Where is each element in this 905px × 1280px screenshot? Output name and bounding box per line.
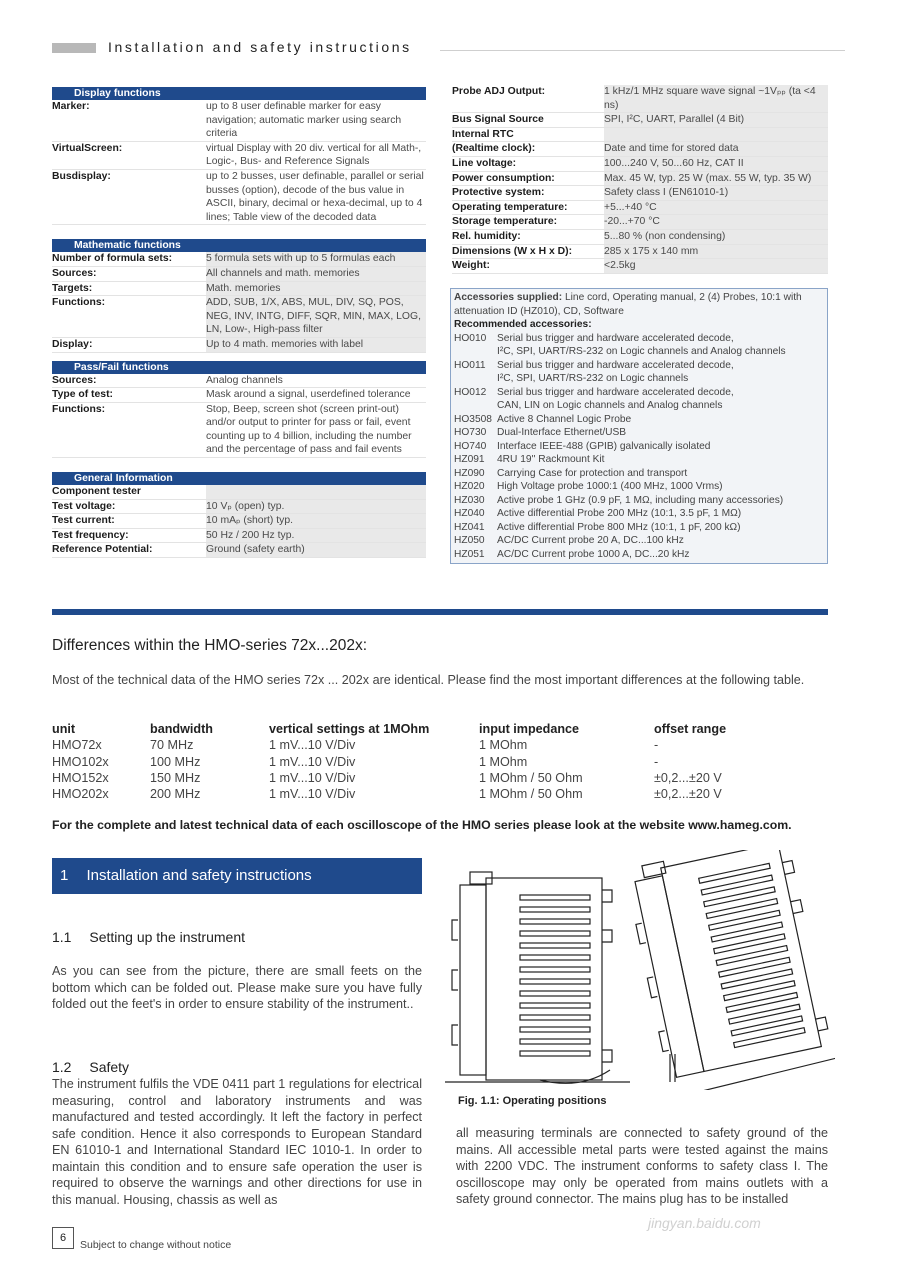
table-row <box>52 753 752 769</box>
accessory-description: High Voltage probe 1000:1 (400 MHz, 1000 Vrms) <box>497 481 723 492</box>
accessory-item <box>454 440 824 454</box>
section-divider <box>52 609 828 615</box>
spec-row <box>452 201 828 216</box>
spec-value: 10 Vₚ (open) typ. <box>206 500 426 514</box>
operating-positions-illustration <box>440 850 835 1090</box>
accessory-code: HZ041 <box>454 521 485 533</box>
section-number: 1.1 <box>52 929 72 945</box>
vent-slat <box>714 934 785 954</box>
accessory-code: HZ091 <box>454 454 485 465</box>
passfail-functions-section <box>52 361 426 459</box>
general-info-rows <box>52 485 426 558</box>
spec-value: Max. 45 W, typ. 25 W (max. 55 W, typ. 35 W) <box>604 172 828 186</box>
section-heading: General Information <box>52 472 426 485</box>
accessory-description-continued: I²C, SPI, UART/RS-232 on Logic channels and Analog channels <box>497 346 786 357</box>
spec-value: virtual Display with 20 div. vertical for all Math-, Logic-, Bus- and Reference Signals <box>206 142 422 168</box>
general-info-section <box>52 472 426 558</box>
spec-key: Probe ADJ Output: <box>452 86 546 97</box>
spec-value: 285 x 175 x 140 mm <box>604 245 828 259</box>
oscilloscope-tilted-drawing <box>613 850 835 1090</box>
spec-key: Weight: <box>452 260 490 272</box>
spec-value: All channels and math. memories <box>206 267 426 281</box>
vent-slat <box>520 931 590 936</box>
spec-key: Component tester <box>52 486 141 498</box>
vent-slat <box>520 943 590 948</box>
accessory-item <box>454 494 824 508</box>
spec-key: Protective system: <box>452 187 545 199</box>
accessory-item <box>454 521 824 535</box>
table-cell: 1 mV...10 V/Div <box>269 738 356 753</box>
vent-slat <box>520 991 590 996</box>
vent-slat <box>721 969 792 989</box>
spec-row <box>52 267 426 282</box>
table-cell: HMO102x <box>52 754 109 769</box>
supplied-label: Accessories supplied: <box>454 292 563 303</box>
footer-text: Subject to change without notice <box>80 1239 232 1251</box>
spec-key: Targets: <box>52 282 93 294</box>
accessory-description: Active 8 Channel Logic Probe <box>497 413 632 425</box>
table-cell: 1 mV...10 V/Div <box>269 754 356 769</box>
spec-row <box>452 259 828 274</box>
vent-slat <box>520 907 590 912</box>
accessory-code: HZ090 <box>454 467 485 479</box>
table-header-row <box>52 720 752 737</box>
spec-key: Storage temperature: <box>452 216 558 228</box>
column-header: bandwidth <box>150 721 213 736</box>
spec-row <box>452 157 828 172</box>
math-functions-section <box>52 239 426 352</box>
vent-slat <box>699 863 770 883</box>
accessory-description-continued: CAN, LIN on Logic channels and Analog channels <box>497 400 723 411</box>
accessory-code: HZ050 <box>454 535 485 546</box>
spec-value: <2.5kg <box>604 259 828 273</box>
spec-key: Bus Signal Source <box>452 114 544 126</box>
spec-value: Up to 4 math. memories with label <box>206 338 426 352</box>
accessory-code: HO012 <box>454 386 487 398</box>
accessory-item <box>454 467 824 481</box>
vent-slat <box>716 946 787 966</box>
spec-value: Analog channels <box>206 374 283 386</box>
vent-slat <box>709 910 780 930</box>
header-bar <box>52 43 96 53</box>
accessory-description: AC/DC Current probe 20 A, DC...100 kHz <box>497 535 684 546</box>
display-functions-rows <box>52 100 426 225</box>
display-functions-section <box>52 87 426 225</box>
watermark: jingyan.baidu.com <box>648 1215 761 1231</box>
website-note: For the complete and latest technical data of each oscilloscope of the HMO series please look at the website www.hameg.com. <box>52 818 792 832</box>
accessories-box <box>450 288 828 564</box>
vent-slat <box>701 875 772 895</box>
table-cell: 200 MHz <box>150 787 201 802</box>
vent-slat <box>520 979 590 984</box>
table-cell: 150 MHz <box>150 770 201 785</box>
vent-slat <box>726 992 797 1012</box>
spec-value: ADD, SUB, 1/X, ABS, MUL, DIV, SQ, POS, NEG, INV, INTG, DIFF, SQR, MIN, MAX, LOG, LN, Low-, High-pass filter <box>206 296 426 337</box>
spec-key: (Realtime clock): <box>452 143 536 155</box>
spec-value: 100...240 V, 50...60 Hz, CAT II <box>604 157 828 171</box>
vent-slat <box>704 887 775 907</box>
accessory-code: HZ020 <box>454 481 485 492</box>
accessory-description: Active differential Probe 200 MHz (10:1, 3.5 pF, 1 MΩ) <box>497 508 742 519</box>
spec-row <box>452 172 828 187</box>
spec-key: VirtualScreen: <box>52 142 123 154</box>
spec-value: Safety class I (EN61010-1) <box>604 186 828 200</box>
vent-slat <box>520 895 590 900</box>
spec-key: Sources: <box>52 374 97 386</box>
accessory-item <box>454 480 824 494</box>
spec-row <box>52 514 426 529</box>
column-header: offset range <box>654 721 727 736</box>
spec-row <box>52 170 426 225</box>
column-header: input impedance <box>479 721 580 736</box>
spec-key: Dimensions (W x H x D): <box>452 245 573 257</box>
section-1-2-text-continued: all measuring terminals are connected to safety ground of the mains. All accessible metal parts were tested against the mains with 2200 VDC. The instrument conforms to safety class I. The oscilloscope may only be operated from mains outlets with a safety ground connector. The mains plug has to be installed <box>456 1126 828 1206</box>
spec-value: 10 mAₚ (short) typ. <box>206 514 426 528</box>
spec-row <box>52 529 426 544</box>
accessory-code: HO3508 <box>454 413 492 425</box>
vent-slat <box>731 1016 802 1036</box>
accessory-item <box>454 534 824 548</box>
table-cell: 1 mV...10 V/Div <box>269 770 356 785</box>
vent-slat <box>719 957 790 977</box>
spec-key: Test frequency: <box>52 529 129 541</box>
accessory-item <box>454 359 824 373</box>
spec-value: +5...+40 °C <box>604 201 828 215</box>
spec-row <box>52 403 426 458</box>
header-rule <box>440 50 845 51</box>
supplied-text: Line cord, Operating manual, 2 (4) Probes, 10:1 with attenuation ID (HZ010), CD, Software <box>454 292 802 317</box>
spec-row <box>452 186 828 201</box>
spec-key: Functions: <box>52 297 106 309</box>
spec-row <box>452 85 828 113</box>
table-cell: 1 mV...10 V/Div <box>269 787 356 802</box>
vent-slat <box>729 1004 800 1024</box>
spec-row <box>52 500 426 515</box>
table-cell: ±0,2...±20 V <box>654 770 722 785</box>
accessory-description: 4RU 19'' Rackmount Kit <box>497 454 605 465</box>
section-heading: Display functions <box>52 87 426 100</box>
page-number: 6 <box>52 1227 74 1249</box>
accessory-description: Interface IEEE-488 (GPIB) galvanically isolated <box>497 440 711 452</box>
spec-row <box>452 245 828 260</box>
accessory-item <box>454 507 824 521</box>
spec-value <box>206 485 426 499</box>
spec-key: Type of test: <box>52 389 113 401</box>
vent-slat <box>520 1051 590 1056</box>
table-cell: 1 MOhm <box>479 754 528 769</box>
section-1-1-text: As you can see from the picture, there are small feets on the bottom which can be folded out. Please make sure you have fully folded out the feet's in order to ensure stability of the instrument.. <box>52 964 422 1011</box>
accessory-code: HZ051 <box>454 548 485 560</box>
spec-row <box>52 282 426 297</box>
spec-key: Rel. humidity: <box>452 230 521 242</box>
accessory-code: HO740 <box>454 440 487 452</box>
section-heading: Mathematic functions <box>52 239 426 252</box>
spec-left-column <box>52 87 426 558</box>
column-header: unit <box>52 721 76 736</box>
spec-row <box>52 388 426 403</box>
table-cell: 1 MOhm <box>479 738 528 753</box>
accessory-item <box>454 453 824 467</box>
table-cell: - <box>654 754 659 769</box>
table-row <box>52 786 752 802</box>
spec-row <box>52 374 426 389</box>
vent-slat <box>520 967 590 972</box>
math-functions-rows <box>52 252 426 352</box>
spec-key: Marker: <box>52 101 90 112</box>
section-1-1-heading <box>52 929 245 945</box>
accessories-list <box>454 332 824 562</box>
spec-key: Power consumption: <box>452 172 555 184</box>
accessory-item <box>454 426 824 440</box>
spec-key: Internal RTC <box>452 128 514 140</box>
table-row <box>52 770 752 786</box>
accessory-description: Serial bus trigger and hardware accelerated decode, <box>497 359 734 371</box>
table-cell: 1 MOhm / 50 Ohm <box>479 787 583 802</box>
spec-key: Busdisplay: <box>52 170 111 182</box>
spec-value: Math. memories <box>206 282 426 296</box>
accessory-code: HO730 <box>454 427 487 438</box>
vent-slat <box>520 1015 590 1020</box>
spec-row <box>52 543 426 558</box>
spec-row <box>452 215 828 230</box>
section-number: 1.2 <box>52 1059 72 1075</box>
accessory-description: Active differential Probe 800 MHz (10:1, 1 pF, 200 kΩ) <box>497 521 741 533</box>
vent-slat <box>706 899 777 919</box>
spec-value: 5...80 % (non condensing) <box>604 230 828 244</box>
accessory-item <box>454 386 824 400</box>
differences-table <box>52 720 752 803</box>
spec-value: -20...+70 °C <box>604 215 828 229</box>
spec-value: up to 8 user definable marker for easy navigation; automatic marker using search criteria <box>206 101 402 140</box>
accessory-item <box>454 332 824 346</box>
section-heading: Pass/Fail functions <box>52 361 426 374</box>
spec-key: Number of formula sets: <box>52 253 173 265</box>
page-header-title: Installation and safety instructions <box>108 39 412 55</box>
vent-slat <box>520 919 590 924</box>
spec-value <box>604 128 828 142</box>
accessory-description: Dual-Interface Ethernet/USB <box>497 427 627 438</box>
spec-value: 1 kHz/1 MHz square wave signal ~1Vₚₚ (ta <4 ns) <box>604 85 828 112</box>
spec-key: Operating temperature: <box>452 201 568 213</box>
right-spec-rows <box>452 85 828 274</box>
recommended-label: Recommended accessories: <box>454 319 592 330</box>
accessory-description: Serial bus trigger and hardware accelerated decode, <box>497 386 734 398</box>
spec-row <box>452 128 828 143</box>
spec-row <box>52 485 426 500</box>
table-cell: HMO152x <box>52 770 109 785</box>
spec-row <box>452 113 828 128</box>
spec-row <box>452 142 828 157</box>
figure-caption: Fig. 1.1: Operating positions <box>458 1095 607 1107</box>
table-cell: HMO202x <box>52 787 109 802</box>
chapter-number: 1 <box>60 867 69 884</box>
spec-value: Mask around a signal, userdefined tolerance <box>206 389 411 401</box>
table-cell: HMO72x <box>52 738 102 753</box>
spec-key: Display: <box>52 338 93 350</box>
accessory-description: Active probe 1 GHz (0.9 pF, 1 MΩ, including many accessories) <box>497 494 784 506</box>
table-cell: 100 MHz <box>150 754 201 769</box>
section-title: Safety <box>89 1059 130 1075</box>
section-title: Setting up the instrument <box>89 929 246 945</box>
table-cell: - <box>654 738 659 753</box>
accessory-item <box>454 413 824 427</box>
column-header: vertical settings at 1MOhm <box>269 721 430 736</box>
spec-row <box>452 230 828 245</box>
differences-intro: Most of the technical data of the HMO series 72x ... 202x are identical. Please find the most important differences at the following table. <box>52 673 805 687</box>
passfail-functions-rows <box>52 374 426 459</box>
accessory-item <box>454 548 824 562</box>
spec-row <box>52 338 426 353</box>
chapter-heading <box>52 858 422 894</box>
table-cell: 70 MHz <box>150 738 194 753</box>
spec-key: Sources: <box>52 267 97 279</box>
table-body <box>52 737 752 803</box>
vent-slat <box>734 1028 805 1048</box>
spec-value: 50 Hz / 200 Hz typ. <box>206 529 426 543</box>
table-row <box>52 737 752 753</box>
accessory-description: Serial bus trigger and hardware accelerated decode, <box>497 332 734 344</box>
accessory-code: HO011 <box>454 359 486 371</box>
chapter-title: Installation and safety instructions <box>86 867 312 884</box>
accessory-code: HO010 <box>454 332 487 344</box>
vent-slat <box>520 1027 590 1032</box>
accessory-code: HZ030 <box>454 494 485 506</box>
differences-title: Differences within the HMO-series 72x...202x: <box>52 637 368 654</box>
spec-value: Stop, Beep, screen shot (screen print-out) and/or output to printer for pass or fail, event counting up to 4 billion, including the number and the percentage of pass and fail events <box>206 403 412 456</box>
spec-row <box>52 252 426 267</box>
oscilloscope-upright-drawing <box>445 872 630 1083</box>
accessories-supplied <box>454 291 824 318</box>
spec-value: SPI, I²C, UART, Parallel (4 Bit) <box>604 113 828 127</box>
vent-slat <box>711 922 782 942</box>
spec-row <box>52 296 426 338</box>
vent-slat <box>724 981 795 1001</box>
accessory-description: AC/DC Current probe 1000 A, DC...20 kHz <box>497 548 690 560</box>
vent-slat <box>520 1003 590 1008</box>
spec-key: Functions: <box>52 403 106 415</box>
spec-row <box>52 142 426 170</box>
spec-value: 5 formula sets with up to 5 formulas each <box>206 252 426 266</box>
vent-slat <box>520 1039 590 1044</box>
spec-key: Test current: <box>52 515 115 527</box>
vent-slat <box>520 955 590 960</box>
spec-value: Ground (safety earth) <box>206 543 426 557</box>
spec-key: Test voltage: <box>52 500 116 512</box>
spec-key: Line voltage: <box>452 157 517 169</box>
spec-key: Reference Potential: <box>52 544 153 556</box>
section-1-2-heading <box>52 1059 129 1075</box>
accessory-description-continued: I²C, SPI, UART/RS-232 on Logic channels <box>497 373 689 384</box>
spec-value: up to 2 busses, user definable, parallel or serial busses (option), decode of the bus value in ASCII, binary, decimal or hexa-decimal, up to 4 lines; Table view of the decoded data <box>206 170 424 223</box>
table-cell: 1 MOhm / 50 Ohm <box>479 770 583 785</box>
spec-right-column <box>452 85 828 274</box>
table-cell: ±0,2...±20 V <box>654 787 722 802</box>
accessory-description: Carrying Case for protection and transport <box>497 467 688 479</box>
spec-value: Date and time for stored data <box>604 142 828 156</box>
section-1-2-text: The instrument fulfils the VDE 0411 part 1 regulations for electrical measuring, control and laboratory instruments and was manufactured and tested accordingly. It left the factory in perfect safe condition. Hence it also corresponds to European Standard EN 61010-1 and International Standard IEC 1010-1. In order to maintain this condition and to ensure safe operation the user is required to observe the warnings and other directions for use in this manual. Housing, chassis as well as <box>52 1077 422 1207</box>
spec-row <box>52 100 426 142</box>
accessory-code: HZ040 <box>454 508 485 519</box>
